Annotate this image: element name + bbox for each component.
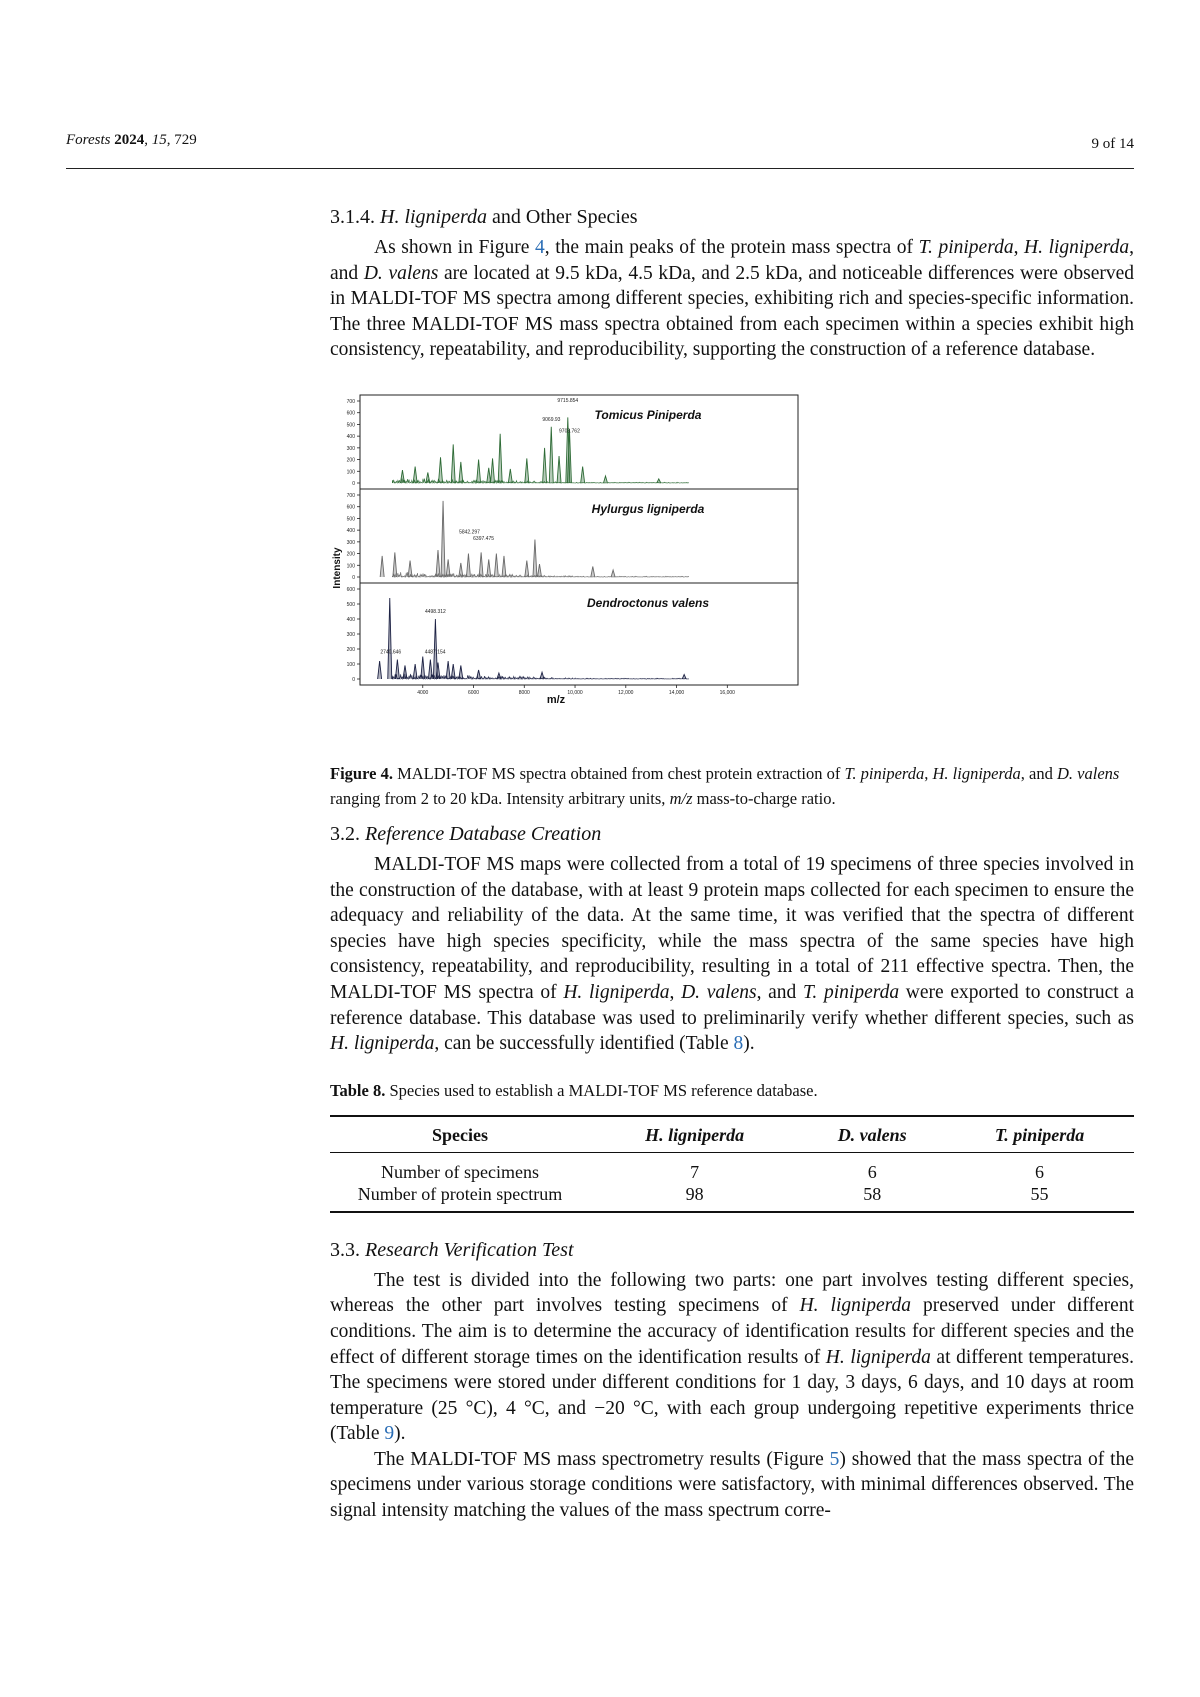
table-8-link[interactable]: 8 [733, 1033, 744, 1055]
y-axis-label: Intensity [332, 547, 343, 589]
figure-4 [330, 393, 800, 747]
peak-label: 4487.154 [424, 649, 446, 656]
y-tick-label: 700 [346, 492, 355, 499]
x-axis-label: m/z [546, 693, 566, 706]
y-tick-label: 600 [346, 410, 355, 417]
journal-year: 2024 [114, 132, 145, 148]
peak-label: 6397.475 [473, 536, 495, 543]
y-tick-label: 700 [346, 398, 355, 405]
x-tick-label: 8000 [518, 689, 530, 696]
y-tick-label: 300 [346, 631, 355, 638]
main-content [330, 206, 1134, 1524]
table-header-h-ligniperda: H. ligniperda [590, 1116, 799, 1153]
x-tick-label: 4000 [417, 689, 429, 696]
figure-5-link[interactable]: 5 [829, 1448, 840, 1470]
journal-volume: 15 [151, 132, 167, 148]
figure-4-link[interactable]: 4 [535, 237, 545, 258]
y-tick-label: 500 [346, 516, 355, 523]
paragraph-3-2: MALDI-TOF MS maps were collected from a total of 19 specimens of three species involved in the construction of the database, with at least 9 protein maps collected for each specimen to ensure the adequacy and reliability of the data. At the same time, it was verified that the spectra of different species have high species specificity, while the mass spectra of the same species have high consistency, repeatability, and reproducibility, resulting in a total of 211 effective spectra. Then, the MALDI-TOF MS spectra of H. ligniperda, D. valens, and T. piniperda were exported to construct a reference database. This database was used to preliminarily verify whether different species, such as H. ligniperda, can be successfully identified (Table 8). [330, 853, 1134, 1055]
x-tick-label: 12,000 [618, 689, 634, 696]
section-heading-3-3: 3.3. Research Verification Test [330, 1238, 574, 1261]
table-header-t-piniperda: T. piniperda [945, 1116, 1134, 1153]
article-number: 729 [174, 132, 197, 148]
y-tick-label: 100 [346, 661, 355, 668]
table-header-d-valens: D. valens [799, 1116, 945, 1153]
y-tick-label: 300 [346, 445, 355, 452]
page-number: 9 of 14 [1091, 136, 1134, 152]
table-header-species: Species [330, 1116, 590, 1153]
y-tick-label: 400 [346, 528, 355, 535]
figure-4-caption: Figure 4. MALDI-TOF MS spectra obtained from chest protein extraction of T. piniperda, H. ligniperda, and D. valens ranging from 2 to 20 kDa. Intensity arbitrary units, m/z mass-to-charge ratio. [330, 763, 1120, 808]
peak-label: 9715.854 [557, 398, 579, 405]
section-heading-3-2: 3.2. Reference Database Creation [330, 822, 602, 845]
table-8 [330, 1115, 1134, 1213]
peak-label: 2740.646 [380, 649, 402, 656]
paragraph-3-3-b: The MALDI-TOF MS mass spectrometry results (Figure 5) showed that the mass spectra of the specimens under various storage conditions were satisfactory, with minimal differences observed. The signal intensity matching the values of the mass spectrum corre- [330, 1448, 1135, 1522]
table-header-row [330, 1116, 1134, 1153]
y-tick-label: 0 [352, 480, 355, 487]
peak-label: 9703.762 [559, 428, 580, 435]
section-heading-3-1-4: 3.1.4. H. ligniperda and Other Species [330, 206, 638, 228]
species-label: Tomicus Piniperda [594, 407, 702, 422]
paragraph-3-3-a: The test is divided into the following two parts: one part involves testing different species, whereas the other part involves testing specimens of H. ligniperda preserved under different conditions. The aim is to determine the accuracy of identification results for different species and the effect of different storage times on the identification results of H. ligniperda at different temperatures. The specimens were stored under different conditions for 1 day, 3 days, 6 days, and 10 days at room temperature (25 °C), 4 °C, and −20 °C, with each group undergoing repetitive experiments thrice (Table 9). [330, 1269, 1135, 1445]
table-9-link[interactable]: 9 [384, 1423, 395, 1445]
peak-label: 5842.297 [459, 529, 480, 536]
species-label: Dendroctonus valens [586, 595, 710, 610]
y-tick-label: 600 [346, 504, 355, 511]
x-tick-label: 10,000 [567, 689, 583, 696]
table-8-caption: Table 8. Species used to establish a MALDI-TOF MS reference database. [330, 1080, 818, 1100]
y-tick-label: 200 [346, 551, 355, 558]
y-tick-label: 100 [346, 469, 355, 476]
journal-name: Forests [66, 132, 111, 148]
paragraph-3-1-4: As shown in Figure 4, the main peaks of the protein mass spectra of T. piniperda, H. ligniperda, and D. valens are located at 9.5 kDa, 4.5 kDa, and 2.5 kDa, and noticeable differences were observed in MALDI-TOF MS spectra among different species, exhibiting rich and species-specific information. The three MALDI-TOF MS mass spectra obtained from each specimen within a species exhibit high consistency, repeatability, and reproducibility, supporting the construction of a reference database. [330, 237, 1134, 361]
table-row: Number of protein spectrum 98 58 55 [330, 1183, 1134, 1212]
y-tick-label: 500 [346, 601, 355, 608]
peak-label: 4498.312 [424, 608, 446, 615]
y-tick-label: 400 [346, 616, 355, 623]
journal-citation: Forests 2024, 15, 729 [66, 132, 197, 148]
y-tick-label: 0 [352, 574, 355, 581]
y-tick-label: 200 [346, 457, 355, 464]
chart-frame [360, 395, 798, 685]
species-label: Hylurgus ligniperda [591, 501, 705, 516]
x-tick-label: 14,000 [668, 689, 685, 696]
y-tick-label: 0 [352, 676, 355, 683]
y-tick-label: 400 [346, 434, 355, 441]
y-tick-label: 100 [346, 563, 355, 570]
y-tick-label: 200 [346, 646, 355, 653]
maldi-spectra-chart [330, 393, 800, 747]
y-tick-label: 300 [346, 539, 355, 546]
page-header [66, 132, 1134, 169]
x-tick-label: 6000 [467, 689, 480, 696]
x-tick-label: 16,000 [719, 689, 735, 696]
y-tick-label: 500 [346, 422, 355, 429]
table-row: Number of specimens 7 6 6 [381, 1161, 1045, 1182]
peak-label: 9069.93 [542, 416, 561, 423]
y-tick-label: 600 [346, 586, 355, 593]
